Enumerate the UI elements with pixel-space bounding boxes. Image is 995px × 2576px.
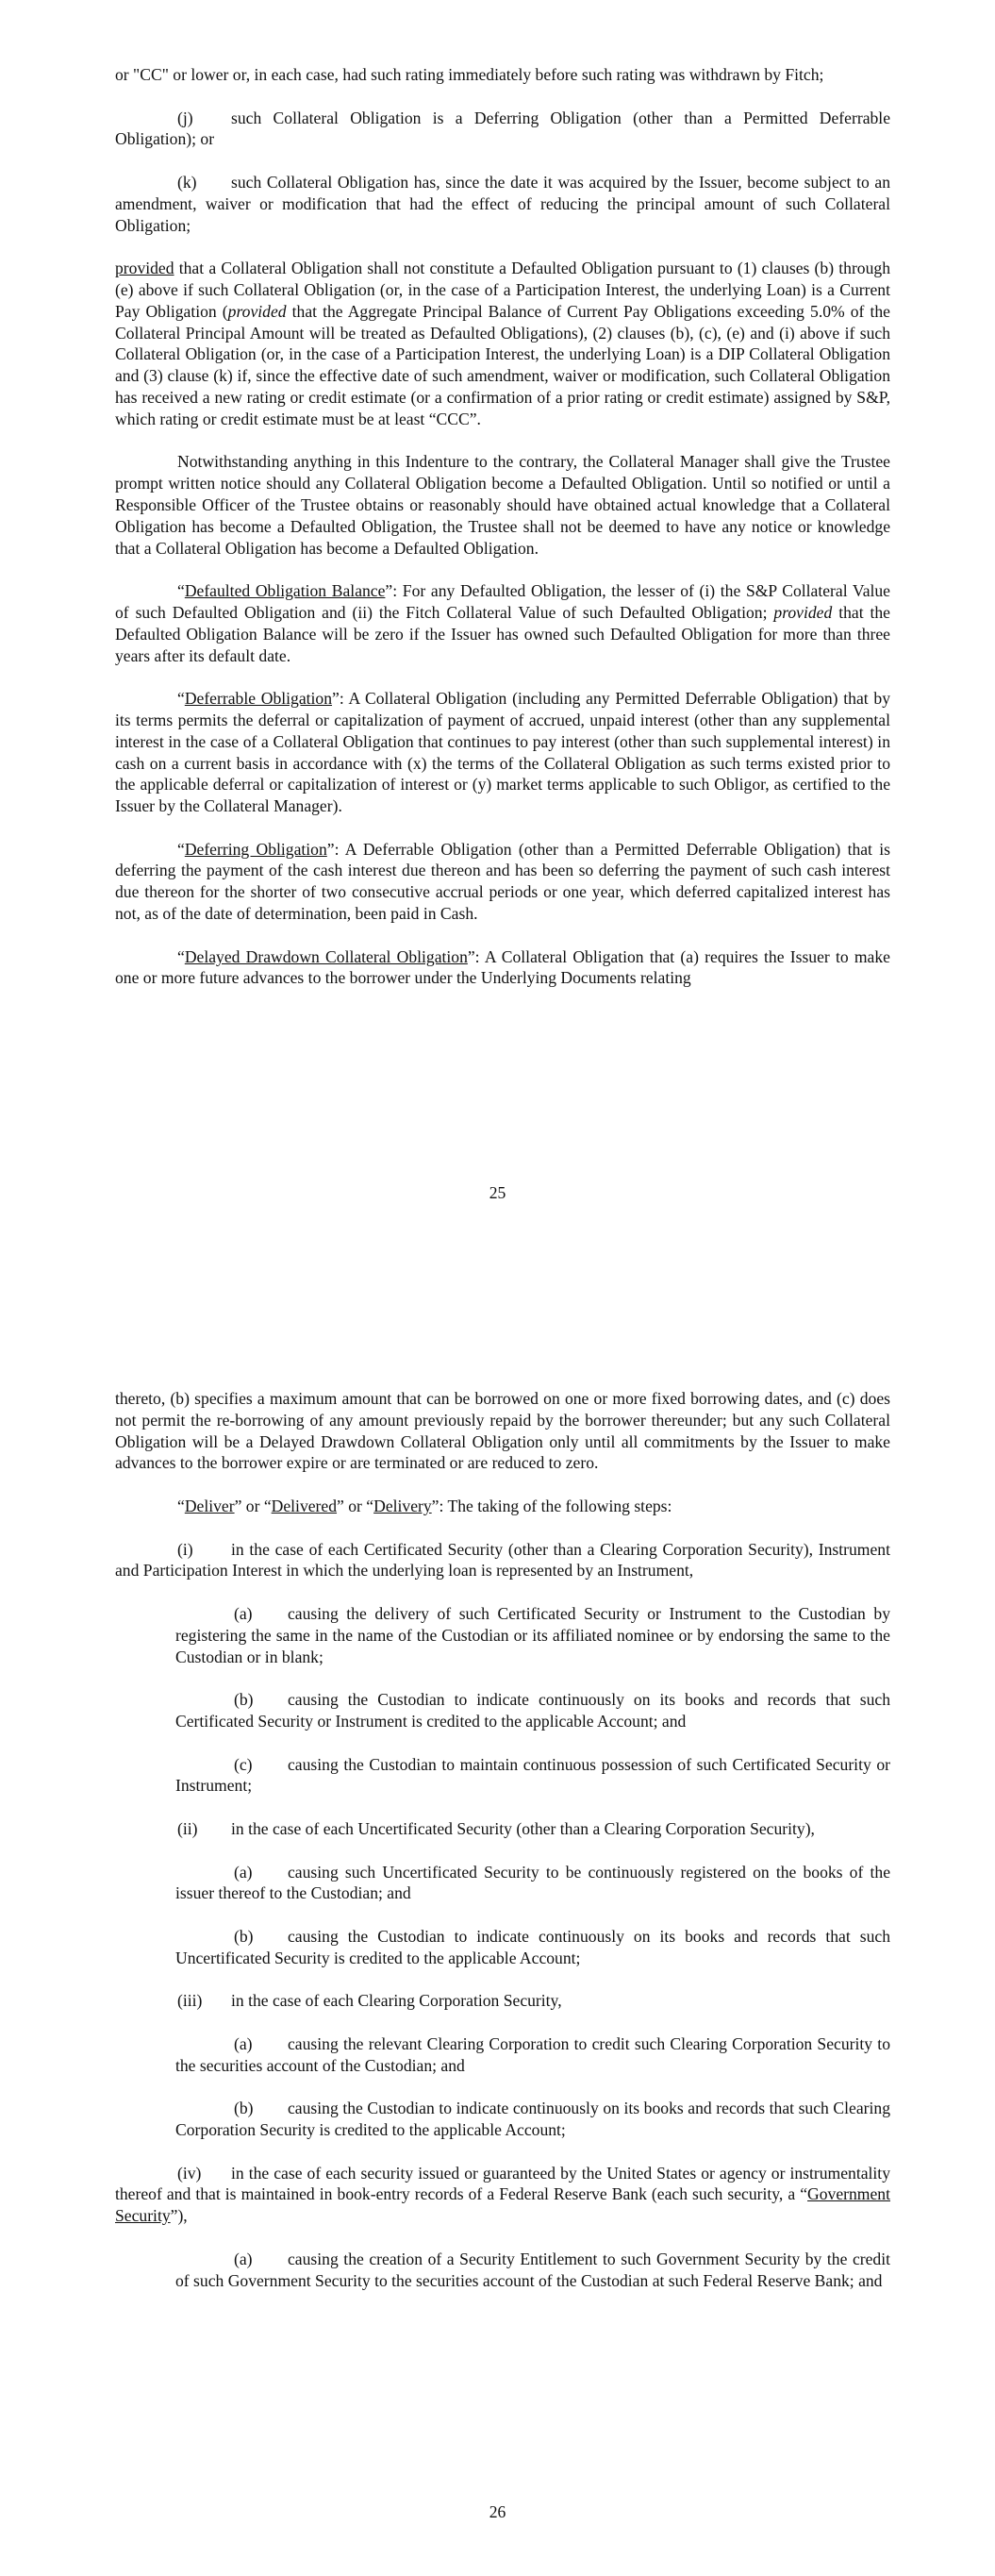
proviso-text-2: that the Aggregate Principal Balance of Current Pay Obligations exceeding 5.0% of the Collateral Principal Amount will be treated as Defaulted Obligations), (2) clauses (b), (c), (e) and (i) above if such Collateral Obligation (or, in the case of a Participation Interest, the underlying Loan) is a DIP Collateral Obligation and (3) clause (k) if, since the effective date of such amendment, waiver or modification, such Collateral Obligation has received a new rating or credit estimate (or a confirmation of a prior rating or credit estimate) assigned by S&P, which rating or credit estimate must be at least “CCC”. — [115, 301, 890, 428]
step-iii — [115, 1990, 890, 2012]
definition-deferrable-obligation — [115, 688, 890, 817]
step-iv-a — [115, 2249, 890, 2292]
paragraph-cc-rating: or "CC" or lower or, in each case, had such rating immediately before such rating was withdrawn by Fitch; — [115, 65, 824, 84]
page-26 — [0, 1288, 995, 2576]
page-number: 26 — [489, 2502, 506, 2521]
step-text-2: ”), — [170, 2206, 188, 2226]
substep-label: (b) — [234, 1690, 254, 1710]
step-text-1: in the case of each security issued or guaranteed by the United States or agency or instrumentality thereof and that is maintained in book-entry records of a Federal Reserve Bank (each such security, a “ — [115, 2163, 890, 2204]
step-text: in the case of each Clearing Corporation Security, — [231, 1991, 562, 2011]
step-label: (iii) — [177, 1991, 203, 2011]
provided-term: provided — [115, 259, 174, 278]
page-25-body — [115, 64, 890, 1011]
defined-term: Deferring Obligation — [184, 839, 327, 859]
continuation-paragraph: thereto, (b) specifies a maximum amount that can be borrowed on one or more fixed borrowing dates, and (c) does not permit the re-borrowing of any amount previously repaid by the borrower thereunder; but any such Collateral Obligation will be a Delayed Drawdown Collateral Obligation only until all commitments by the Issuer to make advances to the borrower expire or are terminated or are reduced to zero. — [115, 1389, 890, 1473]
step-ii — [115, 1818, 890, 1840]
step-text: in the case of each Certificated Security (other than a Clearing Corporation Security), Instrument and Participation Interest in which the underlying loan is represented by an Instrument, — [115, 1539, 890, 1581]
step-iv — [115, 2163, 890, 2227]
substep-text: causing the Custodian to indicate continuously on its books and records that such Clearing Corporation Security is credited to the applicable Account; — [175, 2099, 890, 2140]
term-delivered: Delivered — [271, 1496, 338, 1515]
substep-label: (b) — [234, 2099, 254, 2118]
proviso-text-1: that a Collateral Obligation shall not constitute a Defaulted Obligation pursuant to (1) clauses (b) through (e) above if such Collateral Obligation (or, in the case of a Participation Interest, the underlying Loan) is a Current Pay Obligation ( — [115, 259, 890, 321]
definition-text: ”: A Deferrable Obligation (other than a Permitted Deferrable Obligation) that is deferring the payment of the cash interest due thereon and has been so deferring the payment of such cash interest due thereon for the shorter of two consecutive accrual periods or one year, which deferred capitalized interest has not, as of the date of determination, been paid in Cash. — [115, 839, 890, 924]
open-quote: “ — [177, 839, 185, 859]
definition-text-1: ”: For any Defaulted Obligation, the lesser of (i) the S&P Collateral Value of such Defaulted Obligation and (ii) the Fitch Collateral Value of such Defaulted Obligation; — [115, 581, 890, 622]
step-i-c — [115, 1754, 890, 1798]
clause-k — [115, 172, 890, 236]
substep-label: (a) — [234, 2033, 253, 2053]
step-label: (i) — [177, 1539, 193, 1559]
open-quote: “ — [177, 689, 185, 709]
definition-deferring-obligation — [115, 839, 890, 925]
substep-text: causing the Custodian to indicate continuously on its books and records that such Uncertificated Security is credited to the applicable Account; — [175, 1926, 890, 1967]
definition-text: ”: The taking of the following steps: — [431, 1496, 672, 1515]
page-number: 25 — [489, 1183, 506, 1202]
substep-label: (c) — [234, 1754, 253, 1774]
substep-label: (a) — [234, 1603, 253, 1623]
step-label: (ii) — [177, 1818, 198, 1838]
step-i — [115, 1539, 890, 1582]
substep-label: (b) — [234, 1926, 254, 1946]
step-i-a — [115, 1603, 890, 1667]
step-label: (iv) — [177, 2163, 202, 2183]
step-text: in the case of each Uncertificated Security (other than a Clearing Corporation Security), — [231, 1818, 815, 1838]
open-quote: “ — [177, 581, 185, 601]
defined-term: Deferrable Obligation — [184, 689, 333, 709]
definition-text: ”: A Collateral Obligation that (a) requires the Issuer to make one or more future advances to the borrower under the Underlying Documents relating — [115, 946, 890, 988]
definition-text: ”: A Collateral Obligation (including any Permitted Deferrable Obligation) that by its terms permits the deferral or capitalization of payment of accrued, unpaid interest (other than any supplemental interest in the case of a Collateral Obligation that continues to pay interest (other than such supplemental interest) in cash on a current basis in accordance with (x) the terms of the Collateral Obligation as such terms existed prior to the applicable deferral or capitalization of interest or (y) market terms applicable to such Obligor, as certified to the Issuer by the Collateral Manager). — [115, 689, 890, 816]
substep-text: causing the relevant Clearing Corporation to credit such Clearing Corporation Security to the securities account of the Custodian; and — [175, 2033, 890, 2075]
clause-k-text: such Collateral Obligation has, since the date it was acquired by the Issuer, become subject to an amendment, waiver or modification that had the effect of reducing the principal amount of such Collateral Obligation; — [115, 172, 890, 235]
substep-label: (a) — [234, 2249, 253, 2268]
provided-italic: provided — [773, 602, 833, 622]
proviso-paragraph — [115, 258, 890, 429]
step-iii-b — [115, 2098, 890, 2141]
term-delivery: Delivery — [373, 1496, 432, 1515]
open-quote: “ — [177, 1496, 185, 1515]
definition-delayed-drawdown — [115, 946, 890, 990]
clause-j-label: (j) — [177, 108, 193, 127]
notwithstanding-paragraph: Notwithstanding anything in this Indenture to the contrary, the Collateral Manager shall give the Trustee prompt written notice should any Collateral Obligation become a Defaulted Obligation. Until so notified or until a Responsible Officer of the Trustee obtains or reasonably should have obtained actual knowledge that a Collateral Obligation has become a Defaulted Obligation, the Trustee shall not be deemed to have any notice or knowledge that a Collateral Obligation has become a Defaulted Obligation. — [115, 452, 890, 558]
clause-j-text: such Collateral Obligation is a Deferring Obligation (other than a Permitted Deferrable Obligation); or — [115, 108, 890, 149]
definition-text-2: that the Defaulted Obligation Balance will be zero if the Issuer has owned such Defaulted Obligation for more than three years after its default date. — [115, 602, 890, 665]
substep-text: causing the creation of a Security Entitlement to such Government Security by the credit of such Government Security to the securities account of the Custodian at such Federal Reserve Bank; and — [175, 2249, 890, 2290]
substep-label: (a) — [234, 1862, 253, 1882]
step-ii-a — [115, 1862, 890, 1905]
step-ii-b — [115, 1926, 890, 1969]
separator: ” or “ — [234, 1496, 272, 1515]
step-i-b — [115, 1689, 890, 1732]
substep-text: causing such Uncertificated Security to be continuously registered on the books of the issuer thereof to the Custodian; and — [175, 1862, 890, 1903]
definition-defaulted-obligation-balance — [115, 580, 890, 666]
defined-term: Delayed Drawdown Collateral Obligation — [184, 946, 468, 966]
defined-term: Government Security — [115, 2184, 890, 2226]
term-deliver: Deliver — [184, 1496, 235, 1515]
substep-text: causing the Custodian to maintain continuous possession of such Certificated Security or Instrument; — [175, 1754, 890, 1796]
page-26-body — [115, 1388, 890, 2313]
defined-term: Defaulted Obligation Balance — [184, 581, 386, 601]
provided-italic: provided — [227, 301, 287, 321]
open-quote: “ — [177, 946, 185, 966]
clause-j — [115, 108, 890, 151]
definition-deliver — [115, 1496, 890, 1517]
clause-k-label: (k) — [177, 172, 197, 192]
separator: ” or “ — [337, 1496, 374, 1515]
substep-text: causing the Custodian to indicate continuously on its books and records that such Certificated Security or Instrument is credited to the applicable Account; and — [175, 1690, 890, 1731]
step-iii-a — [115, 2033, 890, 2077]
substep-text: causing the delivery of such Certificated Security or Instrument to the Custodian by registering the same in the name of the Custodian or its affiliated nominee or by endorsing the same to the Custodian or in blank; — [175, 1603, 890, 1666]
